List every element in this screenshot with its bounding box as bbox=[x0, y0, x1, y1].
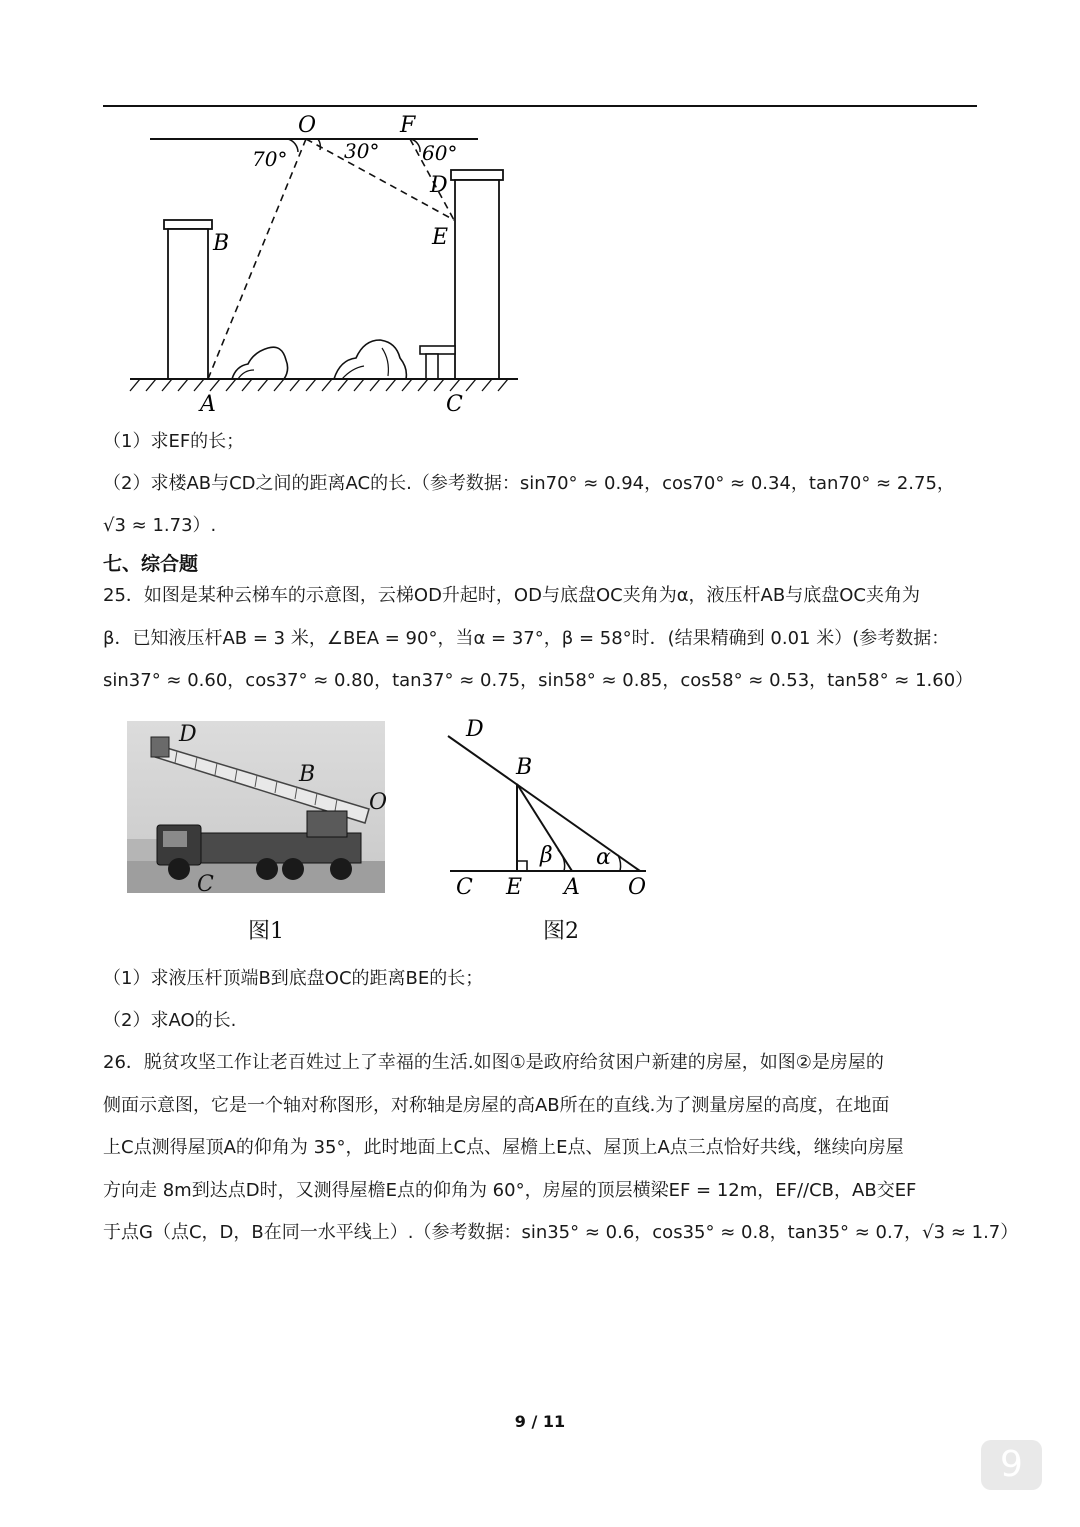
angle-arc-30 bbox=[318, 139, 320, 150]
wheel bbox=[330, 858, 352, 880]
wheel bbox=[168, 858, 190, 880]
angle-label-60: 60° bbox=[422, 141, 458, 165]
top-rule bbox=[103, 105, 977, 107]
sight-line-OA bbox=[208, 139, 306, 379]
label-C: C bbox=[446, 392, 463, 417]
label-F: F bbox=[400, 113, 416, 138]
angle-arc-70 bbox=[288, 139, 298, 152]
fig2-label-D: D bbox=[466, 717, 484, 742]
label-A: A bbox=[200, 392, 216, 417]
q25-line1: 25．如图是某种云梯车的示意图，云梯OD升起时，OD与底盘OC夹角为α，液压杆AB与底盘OC夹角为 bbox=[103, 585, 920, 606]
turntable bbox=[307, 811, 347, 837]
building-cd-cap bbox=[451, 170, 503, 180]
wheel bbox=[256, 858, 278, 880]
photo-label-B: B bbox=[299, 762, 316, 787]
q24-part1: （1）求EF的长； bbox=[103, 431, 245, 452]
photo-label-D: D bbox=[179, 722, 197, 747]
page-number: 9 / 11 bbox=[514, 1412, 566, 1431]
fig2-label-C: C bbox=[456, 875, 473, 900]
q26-line3: 上C点测得屋顶A的仰角为 35°，此时地面上C点、屋檐上E点、屋顶上A点三点恰好共线，继续向房屋 bbox=[103, 1137, 904, 1158]
q25-line2: β．已知液压杆AB = 3 米，∠BEA = 90°，当α = 37°，β = 58°时．(结果精确到 0.01 米）(参考数据： bbox=[103, 628, 950, 649]
building-ab bbox=[168, 229, 208, 379]
q24-part2-cont: √3 ≈ 1.73）. bbox=[103, 515, 217, 536]
building-cd bbox=[455, 180, 499, 379]
fire-truck-photo bbox=[127, 721, 388, 897]
right-angle-mark bbox=[517, 861, 527, 871]
angle-label-70: 70° bbox=[252, 147, 288, 171]
fig2-caption: 图2 bbox=[543, 919, 579, 944]
fig2-label-E: E bbox=[506, 875, 523, 900]
angle-label-30: 30° bbox=[344, 139, 380, 163]
q25-line3: sin37° ≈ 0.60，cos37° ≈ 0.80，tan37° ≈ 0.75，sin58° ≈ 0.85，cos58° ≈ 0.53，tan58° ≈ 1.60） bbox=[103, 670, 974, 691]
rock-right bbox=[334, 340, 406, 379]
q26-line5: 于点G（点C，D，B在同一水平线上）.（参考数据：sin35° ≈ 0.6，cos35° ≈ 0.8，tan35° ≈ 0.7，√3 ≈ 1.7） bbox=[103, 1222, 1019, 1243]
label-O: O bbox=[298, 113, 317, 138]
wheel bbox=[282, 858, 304, 880]
label-E: E bbox=[432, 225, 449, 250]
q26-line1: 26．脱贫攻坚工作让老百姓过上了幸福的生活.如图①是政府给贫困户新建的房屋，如图②是房屋的 bbox=[103, 1052, 884, 1073]
fig2-label-A: A bbox=[564, 875, 580, 900]
section-title: 七、综合题 bbox=[103, 553, 199, 575]
beta-arc bbox=[558, 850, 565, 871]
label-D: D bbox=[430, 173, 448, 198]
step-cap bbox=[420, 346, 455, 354]
label-B: B bbox=[213, 231, 230, 256]
fig2-label-B: B bbox=[516, 755, 533, 780]
photo-label-O: O bbox=[369, 790, 388, 815]
q25-part2: （2）求AO的长. bbox=[103, 1010, 237, 1031]
ground-hatching bbox=[130, 379, 508, 391]
bucket bbox=[151, 737, 169, 757]
fig2-label-alpha: α bbox=[596, 845, 611, 870]
ladder-geometry-diagram bbox=[440, 712, 660, 902]
q25-part1: （1）求液压杆顶端B到底盘OC的距离BE的长； bbox=[103, 968, 484, 989]
page-badge[interactable]: 9 bbox=[981, 1440, 1042, 1490]
building-angle-diagram bbox=[120, 108, 540, 420]
q24-part2: （2）求楼AB与CD之间的距离AC的长.（参考数据：sin70° ≈ 0.94，cos70° ≈ 0.34，tan70° ≈ 2.75， bbox=[103, 473, 955, 494]
photo-label-C: C bbox=[197, 872, 214, 897]
fig1-caption: 图1 bbox=[248, 919, 284, 944]
fig2-label-beta: β bbox=[540, 843, 553, 868]
q26-line2: 侧面示意图，它是一个轴对称图形，对称轴是房屋的高AB所在的直线.为了测量房屋的高度，在地面 bbox=[103, 1095, 890, 1116]
step-post bbox=[426, 354, 438, 379]
rock-left bbox=[232, 347, 288, 379]
fig2-label-O: O bbox=[628, 875, 647, 900]
building-ab-cap bbox=[164, 220, 212, 229]
q26-line4: 方向走 8m到达点D时，又测得屋檐E点的仰角为 60°，房屋的顶层横梁EF = 12m，EF//CB，AB交EF bbox=[103, 1180, 917, 1201]
